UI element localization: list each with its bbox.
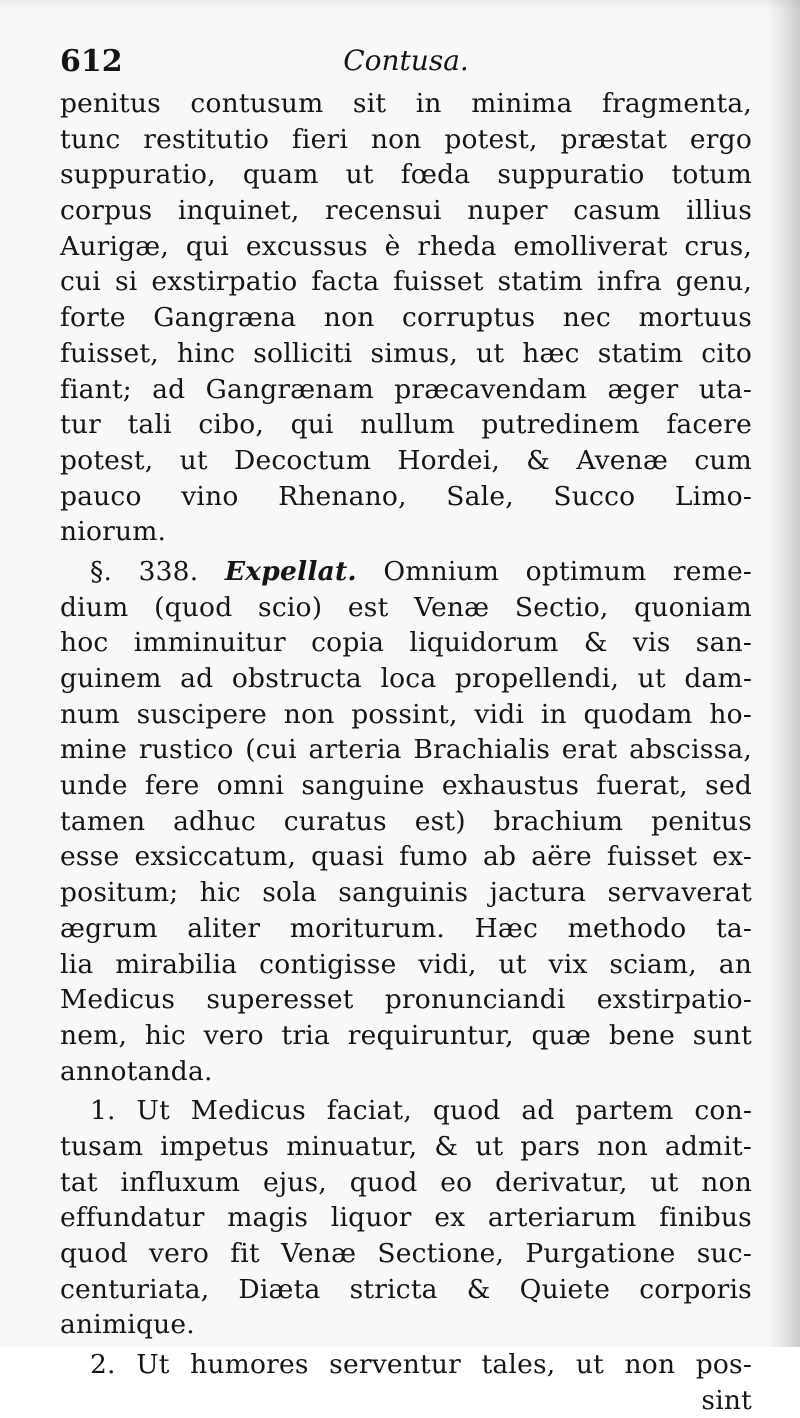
text-line: fuisset, hinc solliciti simus, ut hæc statim cito xyxy=(60,337,752,369)
text-line: suppuratio, quam ut fœda suppuratio totum xyxy=(60,159,752,191)
text-line: penitus contusum sit in minima fragmenta, xyxy=(60,88,752,119)
text-line: effundatur magis liquor ex arteriarum finibus xyxy=(60,1202,752,1234)
page-header xyxy=(60,40,752,86)
text-line: dium (quod scio) est Venæ Sectio, quoniam xyxy=(60,591,752,623)
paragraph-1 xyxy=(60,86,752,550)
text-line: esse exsiccatum, quasi fumo ab aëre fuisset ex- xyxy=(60,841,752,873)
text-line: corpus inquinet, recensui nuper casum illius xyxy=(60,195,752,227)
text-line: nem, hic vero tria requiruntur, quæ bene sunt xyxy=(60,1019,752,1051)
text-line: 1. Ut Medicus faciat, quod ad partem con- xyxy=(90,1095,752,1127)
text-line: positum; hic sola sanguinis jactura servaverat xyxy=(60,877,752,909)
page-number: 612 xyxy=(60,44,123,79)
text-line: annotanda. xyxy=(60,1055,213,1087)
text-line: niorum. xyxy=(60,516,167,548)
text-line: potest, ut Decoctum Hordei, & Avenæ cum xyxy=(60,444,752,476)
text-line: tunc restitutio fieri non potest, præstat ergo xyxy=(60,123,752,155)
section-first-line-rest: Omnium optimum reme- xyxy=(383,555,753,587)
text-line: tat influxum ejus, quod eo derivatur, ut non xyxy=(60,1166,752,1198)
text-line: animique. xyxy=(60,1309,195,1341)
text-line: num suscipere non possint, vidi in quodam ho- xyxy=(60,698,752,730)
text-line: tamen adhuc curatus est) brachium penitus xyxy=(60,805,752,837)
text-line: cui si exstirpatio facta fuisset statim infra genu, xyxy=(60,266,752,298)
text-line: pauco vino Rhenano, Sale, Succo Limo- xyxy=(60,480,752,512)
text-line: guinem ad obstructa loca propellendi, ut dam- xyxy=(60,663,752,694)
section-keyword: Expellat. xyxy=(224,555,357,587)
page-gutter-shadow xyxy=(766,0,800,1347)
text-line: mine rustico (cui arteria Brachialis erat abscissa, xyxy=(60,734,752,766)
section-number: §. 338. xyxy=(90,555,199,587)
text-line: Medicus superesset pronunciandi exstirpatio- xyxy=(60,984,752,1016)
catchword: sint xyxy=(701,1384,752,1416)
numbered-item-1 xyxy=(60,1093,752,1343)
text-block xyxy=(60,40,752,1418)
page-top-edge xyxy=(0,0,800,10)
text-line: forte Gangræna non corruptus nec mortuus xyxy=(60,302,752,334)
text-line: Aurigæ, qui excussus è rheda emolliverat crus, xyxy=(60,230,752,262)
section-first-line xyxy=(60,554,752,590)
text-line: tur tali cibo, qui nullum putredinem facere xyxy=(60,409,752,441)
text-line: tusam impetus minuatur, & ut pars non admit- xyxy=(60,1130,752,1162)
numbered-item-2 xyxy=(60,1347,752,1418)
text-line: lia mirabilia contigisse vidi, ut vix sciam, an xyxy=(60,948,752,980)
text-line: quod vero fit Venæ Sectione, Purgatione suc- xyxy=(60,1238,752,1269)
text-line: unde fere omni sanguine exhaustus fuerat, sed xyxy=(60,770,752,802)
text-line: 2. Ut humores serventur tales, ut non pos- xyxy=(90,1349,752,1381)
text-line: fiant; ad Gangrænam præcavendam æger uta- xyxy=(60,373,752,405)
running-head: Contusa. xyxy=(343,44,469,77)
text-line: ægrum aliter moriturum. Hæc methodo ta- xyxy=(60,912,752,944)
section-338 xyxy=(60,554,752,1089)
text-line: hoc imminuitur copia liquidorum & vis san- xyxy=(60,627,752,659)
text-line: centuriata, Diæta stricta & Quiete corporis xyxy=(60,1273,752,1305)
